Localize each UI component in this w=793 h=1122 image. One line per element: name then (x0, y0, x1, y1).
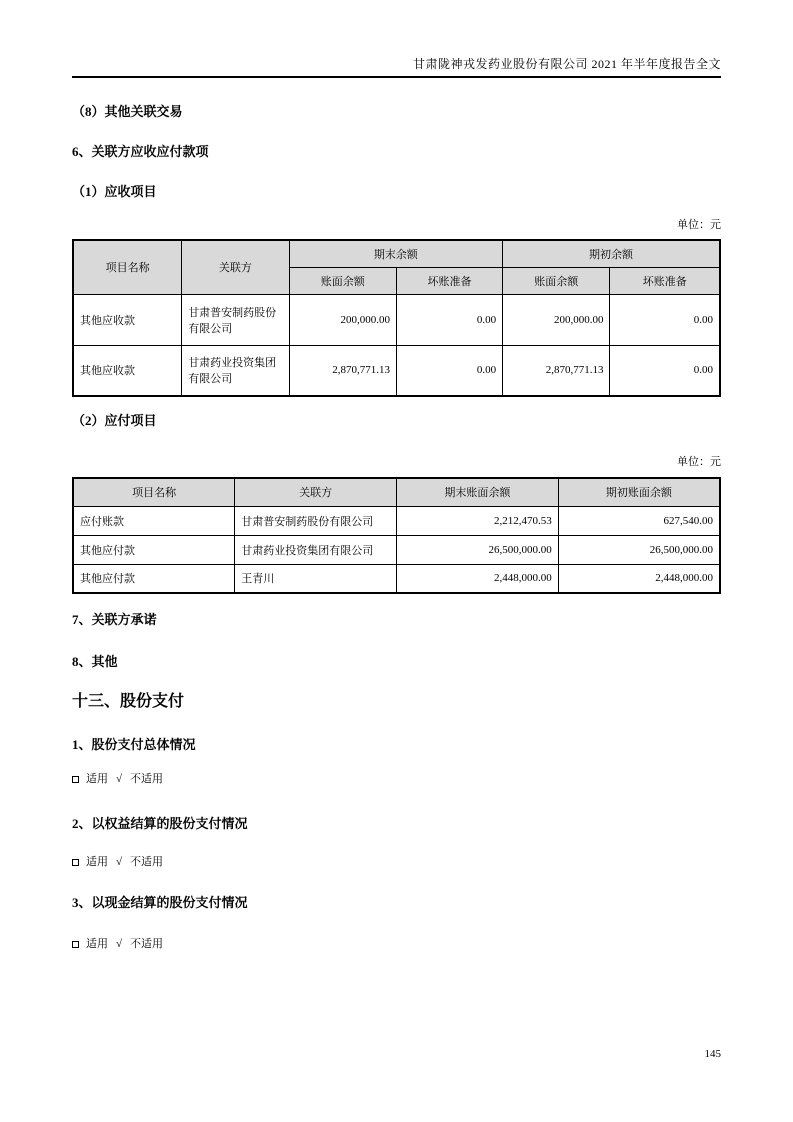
not-applicable-label: 不适用 (130, 856, 164, 868)
unit-label-receivables: 单位：元 (677, 219, 721, 231)
heading-cash-settled-share-payment: 3、以现金结算的股份支付情况 (72, 895, 248, 910)
heading-related-party-balances: 6、关联方应收应付款项 (72, 144, 209, 159)
heading-receivables: （1）应收项目 (72, 184, 157, 199)
table-row (73, 535, 720, 564)
item-name-cell: 其他应付款 (73, 535, 235, 564)
ending-balance-cell: 26,500,000.00 (397, 535, 559, 564)
heading-equity-settled-share-payment: 2、以权益结算的股份支付情况 (72, 816, 248, 831)
not-applicable-label: 不适用 (130, 938, 164, 950)
applicable-label: 适用 (86, 938, 108, 950)
related-party-cell: 甘肃普安制药股份有限公司 (182, 294, 289, 345)
col-header-beginning-bad-debt: 坏账准备 (610, 267, 720, 294)
heading-other-related-transactions: （8）其他关联交易 (72, 104, 183, 119)
beginning-book-balance-cell: 2,870,771.13 (503, 345, 610, 396)
payables-table (72, 477, 721, 594)
col-header-related-party: 关联方 (235, 478, 397, 506)
item-name-cell: 其他应付款 (73, 564, 235, 593)
item-name-cell: 其他应收款 (73, 294, 182, 345)
related-party-cell: 甘肃药业投资集团有限公司 (182, 345, 289, 396)
item-name-cell: 其他应收款 (73, 345, 182, 396)
beginning-bad-debt-cell: 0.00 (610, 345, 720, 396)
col-header-related-party: 关联方 (182, 240, 289, 294)
related-party-cell: 甘肃普安制药股份有限公司 (235, 506, 397, 535)
heading-payables: （2）应付项目 (72, 413, 157, 428)
col-header-beginning-book-balance: 期初账面余额 (558, 478, 720, 506)
payables-header-row (73, 478, 720, 506)
page-header (72, 54, 721, 78)
applicability-line (72, 937, 721, 951)
ending-balance-cell: 2,212,470.53 (397, 506, 559, 535)
check-mark-icon: √ (116, 773, 123, 785)
item-name-cell: 应付账款 (73, 506, 235, 535)
col-header-beginning-balance-group: 期初余额 (503, 240, 720, 267)
related-party-cell: 王青川 (235, 564, 397, 593)
col-header-ending-bad-debt: 坏账准备 (396, 267, 502, 294)
checkbox-icon (72, 859, 79, 866)
beginning-balance-cell: 627,540.00 (558, 506, 720, 535)
header-title: 甘肃陇神戎发药业股份有限公司 2021 年半年度报告全文 (412, 57, 721, 71)
related-party-cell: 甘肃药业投资集团有限公司 (235, 535, 397, 564)
col-header-beginning-book-balance: 账面余额 (503, 267, 610, 294)
applicable-label: 适用 (86, 773, 108, 785)
checkbox-icon (72, 941, 79, 948)
beginning-bad-debt-cell: 0.00 (610, 294, 720, 345)
ending-book-balance-cell: 2,870,771.13 (289, 345, 396, 396)
check-mark-icon: √ (116, 938, 123, 950)
col-header-item-name: 项目名称 (73, 240, 182, 294)
table-row (73, 506, 720, 535)
receivables-header-row-1 (73, 240, 720, 267)
col-header-ending-balance-group: 期末余额 (289, 240, 502, 267)
col-header-item-name: 项目名称 (73, 478, 235, 506)
checkbox-icon (72, 776, 79, 783)
table-row (73, 345, 720, 396)
ending-bad-debt-cell: 0.00 (396, 294, 502, 345)
col-header-ending-book-balance: 期末账面余额 (397, 478, 559, 506)
col-header-ending-book-balance: 账面余额 (289, 267, 396, 294)
unit-label-payables: 单位：元 (677, 456, 721, 468)
applicability-line (72, 855, 721, 869)
applicable-label: 适用 (86, 856, 108, 868)
applicability-line (72, 772, 721, 786)
not-applicable-label: 不适用 (130, 773, 164, 785)
ending-balance-cell: 2,448,000.00 (397, 564, 559, 593)
check-mark-icon: √ (116, 856, 123, 868)
table-row (73, 294, 720, 345)
beginning-balance-cell: 26,500,000.00 (558, 535, 720, 564)
receivables-table (72, 239, 721, 397)
table-row (73, 564, 720, 593)
ending-bad-debt-cell: 0.00 (396, 345, 502, 396)
beginning-book-balance-cell: 200,000.00 (503, 294, 610, 345)
heading-related-party-commitments: 7、关联方承诺 (72, 612, 157, 627)
ending-book-balance-cell: 200,000.00 (289, 294, 396, 345)
beginning-balance-cell: 2,448,000.00 (558, 564, 720, 593)
heading-share-payment: 十三、股份支付 (72, 693, 185, 710)
page-number: 145 (704, 1048, 721, 1060)
heading-share-payment-overview: 1、股份支付总体情况 (72, 737, 196, 752)
heading-others: 8、其他 (72, 654, 118, 669)
